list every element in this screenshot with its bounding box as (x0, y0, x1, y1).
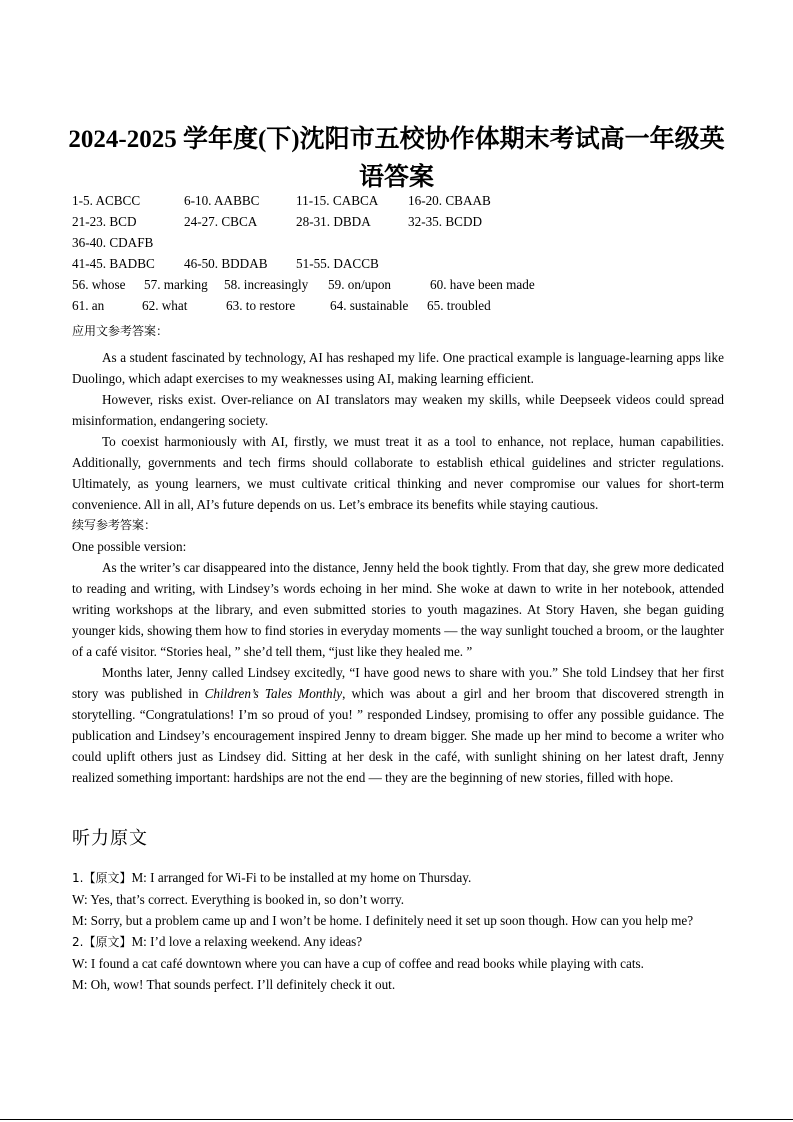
application-paragraph: As a student fascinated by technology, AI has reshaped my life. One practical example is language-learning apps like Duolingo, which adapt exercises to my weaknesses using AI, making learning efficient. (72, 350, 724, 386)
answer-group: 46-50. BDDAB (184, 256, 268, 271)
application-section (72, 321, 724, 788)
answer-group: 61. an (72, 298, 105, 313)
answer-row (72, 253, 732, 274)
line-text: M: I arranged for Wi-Fi to be installed at my home on Thursday. (131, 870, 472, 885)
continuation-paragraph: As the writer’s car disappeared into the distance, Jenny held the book tightly. From that day, she grew more dedicated to reading and writing, with Lindsey’s words echoing in her mind. She woke at dawn to write in her notebook, attended writing workshops at the library, and even submitted stories to youth magazines. At Story Haven, she began guiding younger kids, showing them how to find stories in everyday moments — the way sunlight touched a broom, or the laughter of a café visitor. “Stories heal, ” she’d tell them, “just like they healed me. ” (72, 560, 724, 659)
answer-group: 41-45. BADBC (72, 256, 155, 271)
answer-group: 58. increasingly (224, 277, 309, 292)
page-title-line-2: 语答案 (358, 164, 434, 191)
answer-group: 1-5. ACBCC (72, 193, 141, 208)
application-label: 应用文参考答案： (72, 324, 169, 338)
continuation-paragraph (72, 662, 724, 788)
answer-group: 28-31. DBDA (296, 214, 371, 229)
paragraph-text: Months later, Jenny called Lindsey excitedly, “I have good news to share with you.” She told Lindsey that her first story was published in (72, 665, 724, 701)
answer-row (72, 232, 732, 253)
answer-key (72, 190, 732, 316)
line-text: M: Sorry, but a problem came up and I won’t be home. I definitely need it set up soon though. How can you help me? (72, 913, 694, 928)
answer-group: 16-20. CBAAB (408, 193, 491, 208)
magazine-title: Children’s Tales Monthly (204, 686, 343, 701)
paragraph-text: , which was about a girl and her broom that discovered strength in storytelling. “Congratulations! I’m so proud of you! ” responded Lindsey, promising to offer any possible guidance. The publication and Lindsey’s encouragement inspired Jenny to dream bigger. She made up her mind to become a writer who could uplift others just as Lindsey did. Sitting at her desk in the café, with sunlight shining on her latest draft, Jenny realized something important: hardships are not the end — they are the beginning of new stories, filled with hope. (72, 686, 724, 785)
answer-group: 59. on/upon (328, 277, 392, 292)
application-paragraph: To coexist harmoniously with AI, firstly, we must treat it as a tool to enhance, not replace, human capabilities. Additionally, governments and tech firms should collaborate to establish ethical guidelines and stricter regulations. Ultimately, as young learners, we must cultivate critical thinking and never compromise our values for short-term convenience. All in all, AI’s future depends on us. Let’s embrace its benefits while staying cautious. (72, 434, 724, 512)
answer-row (72, 190, 732, 211)
answer-group: 56. whose (72, 277, 126, 292)
continuation-label: 续写参考答案： (72, 518, 157, 532)
continuation-intro: One possible version: (72, 539, 187, 554)
answer-group: 63. to restore (226, 298, 296, 313)
answer-row (72, 274, 732, 295)
answer-row (72, 211, 732, 232)
answer-group: 62. what (142, 298, 188, 313)
dialogue-line (72, 889, 724, 910)
answer-group: 21-23. BCD (72, 214, 137, 229)
line-text: W: Yes, that’s correct. Everything is booked in, so don’t worry. (72, 892, 405, 907)
listening-heading: 听力原文 (72, 828, 148, 849)
answer-group: 32-35. BCDD (408, 214, 482, 229)
answer-group: 11-15. CABCA (296, 193, 379, 208)
dialogue-line (72, 953, 724, 974)
line-text: M: I’d love a relaxing weekend. Any ideas? (131, 934, 363, 949)
line-text: M: Oh, wow! That sounds perfect. I’ll definitely check it out. (72, 977, 396, 992)
answer-group: 24-27. CBCA (184, 214, 258, 229)
page-bottom-rule (0, 1119, 793, 1120)
listening-section (72, 867, 724, 995)
line-text: W: I found a cat café downtown where you can have a cup of coffee and read books while playing with cats. (72, 956, 644, 971)
answer-group: 64. sustainable (330, 298, 409, 313)
page-title-line-1: 2024-2025 学年度(下)沈阳市五校协作体期末考试高一年级英 (68, 126, 725, 153)
application-paragraph: However, risks exist. Over-reliance on AI translators may weaken my skills, while Deepseek videos could spread misinformation, endangering society. (72, 392, 724, 428)
answer-group: 36-40. CDAFB (72, 235, 154, 250)
dialogue-line (72, 867, 724, 889)
dialogue-line (72, 974, 724, 995)
answer-row (72, 295, 732, 316)
dialogue-line (72, 931, 724, 953)
answer-group: 57. marking (144, 277, 208, 292)
item-prefix: 2.【原文】 (72, 935, 132, 949)
answer-group: 6-10. AABBC (184, 193, 260, 208)
answer-group: 65. troubled (427, 298, 491, 313)
answer-group: 51-55. DACCB (296, 256, 379, 271)
item-prefix: 1.【原文】 (72, 871, 132, 885)
dialogue-line (72, 910, 724, 931)
answer-group: 60. have been made (430, 277, 535, 292)
